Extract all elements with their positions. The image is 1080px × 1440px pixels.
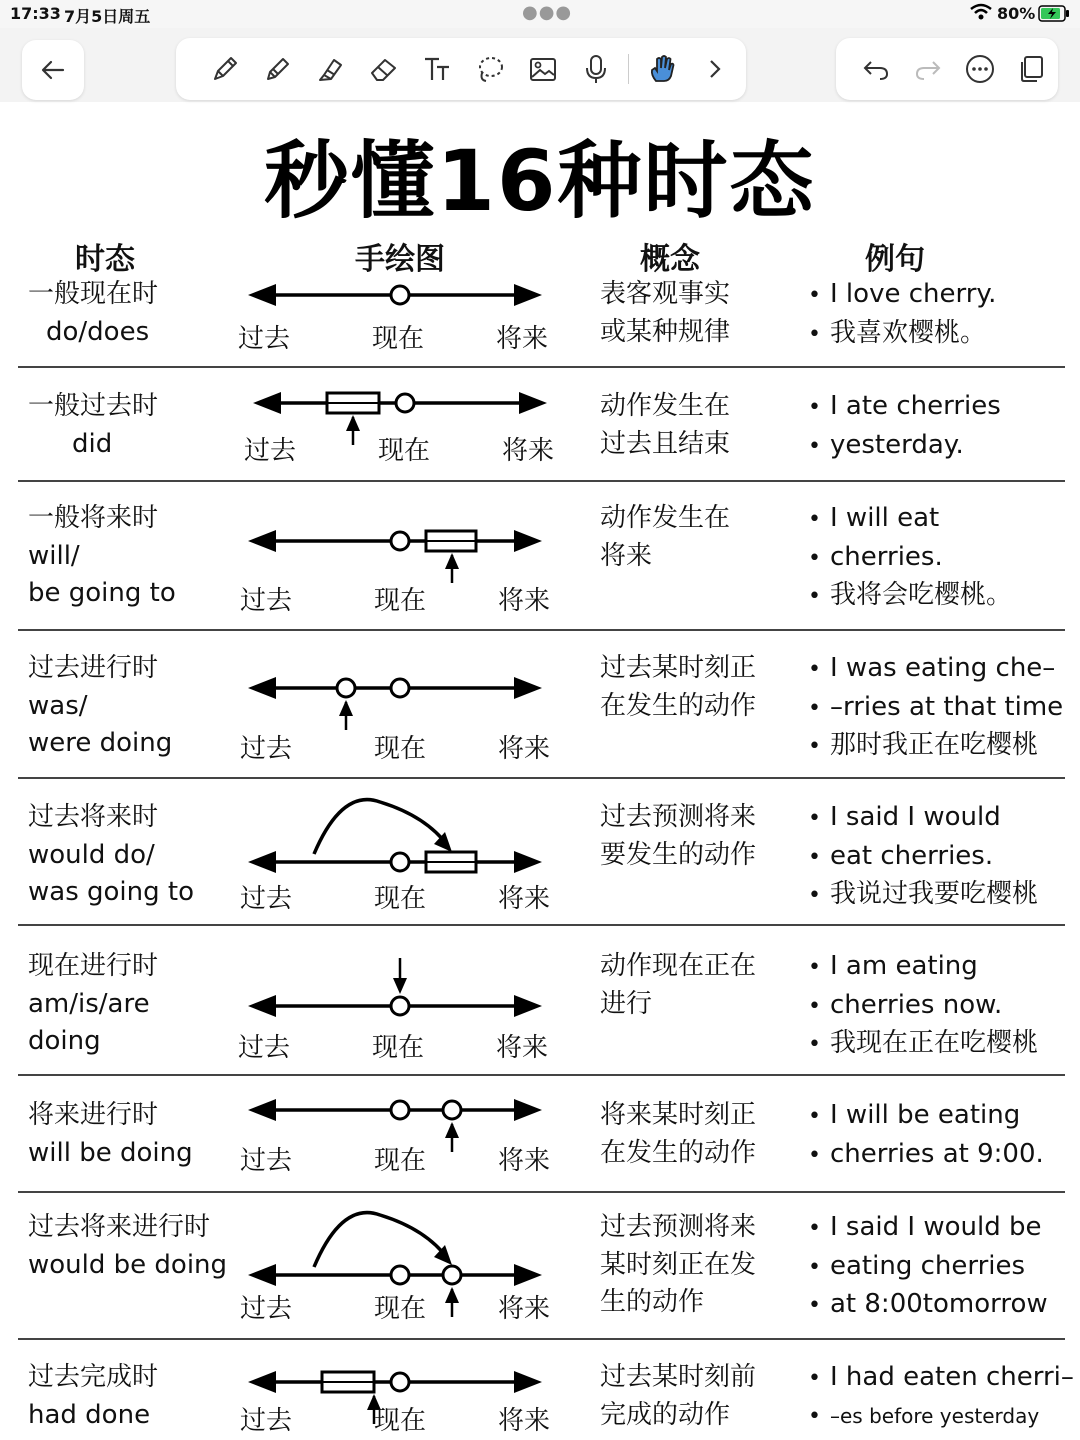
tense-name: 过去完成时 xyxy=(28,1362,159,1392)
tense-name: 一般将来时 xyxy=(28,503,159,533)
timeline-label-past: 过去 xyxy=(244,436,297,466)
example-sentence: • 我现在正在吃樱桃 xyxy=(808,1025,1078,1064)
example-cell xyxy=(808,799,1078,915)
more-tools-button[interactable] xyxy=(688,49,741,89)
concept-text: 完成的动作 xyxy=(600,1399,731,1430)
example-sentence: • I said I would be xyxy=(808,1209,1078,1248)
prediction-curve xyxy=(314,800,448,854)
timeline-label-future: 将来 xyxy=(498,1294,551,1324)
timeline-label-past: 过去 xyxy=(240,734,293,764)
example-sentence: • cherries now. xyxy=(808,987,1078,1026)
concept-text: 将来 xyxy=(600,540,653,571)
example-cell xyxy=(808,388,1078,465)
concept-cell xyxy=(600,388,790,463)
tense-name: will/ xyxy=(28,540,80,571)
tense-name: am/is/are xyxy=(28,988,150,1019)
future-arrowhead-icon xyxy=(519,392,547,414)
pages-icon xyxy=(1016,53,1048,85)
pen-icon xyxy=(209,53,241,85)
highlighter-icon xyxy=(315,53,347,85)
timeline-label-future: 将来 xyxy=(496,324,549,354)
timeline-label-now: 现在 xyxy=(374,884,427,914)
timeline-label-future: 将来 xyxy=(498,734,551,764)
example-sentence: • 我将会吃樱桃。 xyxy=(808,577,1078,616)
tense-name: 过去将来时 xyxy=(28,802,159,832)
concept-text: 动作发生在 xyxy=(600,503,731,533)
pages-button[interactable] xyxy=(1006,49,1058,89)
highlighter-tool-button[interactable] xyxy=(304,49,357,89)
concept-cell xyxy=(600,1209,790,1322)
timeline-label-past: 过去 xyxy=(240,1146,293,1176)
example-sentence: • I said I would xyxy=(808,799,1078,838)
text-tool-button[interactable] xyxy=(410,49,463,89)
example-sentence: • I will eat xyxy=(808,500,1078,539)
tense-cell xyxy=(0,388,230,463)
tense-name: were doing xyxy=(28,728,173,758)
status-bar xyxy=(0,0,1080,28)
more-button[interactable] xyxy=(954,49,1006,89)
example-sentence: • eating cherries xyxy=(808,1248,1078,1287)
up-arrow-icon xyxy=(346,415,360,431)
timeline-label-now: 现在 xyxy=(378,436,431,466)
future-arrowhead-icon xyxy=(514,677,542,699)
future-arrowhead-icon xyxy=(514,530,542,552)
time-point-marker xyxy=(391,286,409,304)
up-arrow-icon xyxy=(339,700,353,716)
example-cell xyxy=(808,1359,1078,1435)
multitask-dots-icon[interactable]: ●●● xyxy=(522,2,573,23)
concept-text: 在发生的动作 xyxy=(600,690,757,721)
header-tense: 时态 xyxy=(75,242,135,277)
concept-text: 表客观事实 xyxy=(600,279,731,309)
concept-text: 过去且结束 xyxy=(600,428,731,459)
concept-cell xyxy=(600,1359,790,1434)
tool-palette xyxy=(176,38,746,100)
timeline-label-future: 将来 xyxy=(502,436,555,466)
timeline-label-now: 现在 xyxy=(372,1033,425,1063)
concept-cell xyxy=(600,276,790,351)
concept-text: 过去某时刻前 xyxy=(600,1362,757,1392)
tense-cell xyxy=(0,1209,230,1284)
future-arrowhead-icon xyxy=(514,1371,542,1393)
header-concept: 概念 xyxy=(640,242,700,277)
timeline-label-past: 过去 xyxy=(238,324,291,354)
concept-text: 过去预测将来 xyxy=(600,802,757,832)
timeline-label-future: 将来 xyxy=(498,1146,551,1176)
example-sentence: • eat cherries. xyxy=(808,838,1078,877)
time-point-marker xyxy=(391,1101,409,1119)
timeline-label-past: 过去 xyxy=(240,1406,293,1436)
time-point-marker xyxy=(443,1101,461,1119)
concept-text: 某时刻正在发 xyxy=(600,1249,757,1280)
eraser-tool-button[interactable] xyxy=(357,49,410,89)
example-sentence: • cherries. xyxy=(808,539,1078,578)
up-arrow-icon xyxy=(445,1122,459,1138)
header-example: 例句 xyxy=(865,242,925,277)
timeline-label-past: 过去 xyxy=(240,1294,293,1324)
tense-cell xyxy=(0,799,230,912)
timeline-label-now: 现在 xyxy=(372,324,425,354)
tense-name: do/does xyxy=(46,316,150,347)
timeline-label-past: 过去 xyxy=(240,884,293,914)
back-arrow-icon xyxy=(38,55,68,85)
timeline-label-now: 现在 xyxy=(374,1294,427,1324)
time-point-marker xyxy=(337,679,355,697)
past-arrowhead-icon xyxy=(248,284,276,306)
lasso-tool-button[interactable] xyxy=(463,49,516,89)
future-arrowhead-icon xyxy=(514,995,542,1017)
example-cell xyxy=(808,1209,1078,1325)
tense-cell xyxy=(0,1359,230,1434)
example-sentence: • at 8:00tomorrow xyxy=(808,1286,1078,1325)
redo-button[interactable] xyxy=(902,49,954,89)
example-sentence: • 那时我正在吃樱桃 xyxy=(808,727,1078,766)
example-sentence: • cherries at 9:00. xyxy=(808,1136,1078,1175)
example-sentence: • I will be eating xyxy=(808,1097,1078,1136)
timeline-label-future: 将来 xyxy=(498,586,551,616)
pencil-tool-button[interactable] xyxy=(251,49,304,89)
redo-icon xyxy=(912,53,944,85)
tense-name: 过去进行时 xyxy=(28,653,159,683)
up-arrow-icon xyxy=(445,1287,459,1303)
timeline-label-now: 现在 xyxy=(374,1406,427,1436)
example-cell xyxy=(808,650,1078,766)
example-cell xyxy=(808,948,1078,1064)
undo-icon xyxy=(860,53,892,85)
tense-name: be going to xyxy=(28,578,176,608)
undo-button[interactable] xyxy=(850,49,902,89)
timeline-label-future: 将来 xyxy=(498,1406,551,1436)
future-arrowhead-icon xyxy=(514,851,542,873)
timeline-label-now: 现在 xyxy=(374,734,427,764)
tense-cell xyxy=(0,1097,230,1172)
chevron-right-icon xyxy=(699,53,731,85)
time-point-marker xyxy=(396,394,414,412)
past-arrowhead-icon xyxy=(248,1099,276,1121)
page-title: 秒懂16种时态 xyxy=(264,132,816,230)
example-cell xyxy=(808,276,1078,353)
tense-name: 将来进行时 xyxy=(28,1100,159,1130)
example-sentence: • 我说过我要吃樱桃 xyxy=(808,876,1078,915)
concept-text: 生的动作 xyxy=(600,1287,705,1317)
past-arrowhead-icon xyxy=(248,1264,276,1286)
battery-percent: 80% xyxy=(997,4,1036,23)
example-sentence: • I had eaten cherri– xyxy=(808,1359,1078,1398)
microphone-icon xyxy=(580,53,612,85)
future-arrowhead-icon xyxy=(514,1264,542,1286)
concept-text: 动作发生在 xyxy=(600,391,731,421)
toolbar-separator xyxy=(628,54,629,84)
concept-cell xyxy=(600,799,790,874)
concept-text: 过去预测将来 xyxy=(600,1212,757,1242)
time-point-marker xyxy=(391,1266,409,1284)
lasso-icon xyxy=(474,53,506,85)
prediction-curve xyxy=(314,1213,448,1267)
more-icon xyxy=(964,53,996,85)
concept-cell xyxy=(600,650,790,725)
example-sentence: • I was eating che– xyxy=(808,650,1078,689)
tense-name: 一般过去时 xyxy=(28,391,159,421)
past-arrowhead-icon xyxy=(248,677,276,699)
row-separator xyxy=(18,777,1065,779)
image-icon xyxy=(527,53,559,85)
timeline-label-future: 将来 xyxy=(496,1033,549,1063)
time-point-marker xyxy=(391,679,409,697)
time-point-marker xyxy=(391,997,409,1015)
pencil-icon xyxy=(262,53,294,85)
concept-text: 进行 xyxy=(600,988,653,1019)
timeline-label-future: 将来 xyxy=(498,884,551,914)
up-arrow-icon xyxy=(445,553,459,569)
tense-cell xyxy=(0,276,230,351)
timeline-label-past: 过去 xyxy=(240,586,293,616)
timeline-label-now: 现在 xyxy=(374,1146,427,1176)
wifi-icon xyxy=(970,3,992,21)
tense-cell xyxy=(0,500,230,613)
example-sentence: • I love cherry. xyxy=(808,276,1078,315)
tense-name: will be doing xyxy=(28,1137,193,1168)
concept-text: 或某种规律 xyxy=(600,316,731,347)
past-arrowhead-icon xyxy=(248,995,276,1017)
example-sentence: • –es before yesterday xyxy=(808,1398,1078,1436)
back-button[interactable] xyxy=(22,40,84,100)
row-separator xyxy=(18,924,1065,926)
tense-name: 一般现在时 xyxy=(28,279,159,309)
concept-cell xyxy=(600,500,790,575)
battery-icon xyxy=(1038,5,1070,22)
tense-name: 现在进行时 xyxy=(28,951,159,981)
concept-text: 将来某时刻正 xyxy=(600,1100,757,1130)
hand-icon xyxy=(646,53,678,85)
tense-name: 过去将来进行时 xyxy=(28,1212,211,1242)
future-arrowhead-icon xyxy=(514,1099,542,1121)
text-icon xyxy=(421,53,453,85)
tense-name: was/ xyxy=(28,690,88,721)
tense-cell xyxy=(0,948,230,1061)
tense-cell xyxy=(0,650,230,763)
tense-name: would be doing xyxy=(28,1249,228,1280)
example-sentence: • 我喜欢樱桃。 xyxy=(808,315,1078,354)
past-arrowhead-icon xyxy=(248,1371,276,1393)
timeline-diagram xyxy=(230,618,570,738)
status-time: 17:33 xyxy=(10,4,61,23)
microphone-tool-button[interactable] xyxy=(569,49,622,89)
status-date: 7月5日周五 xyxy=(64,7,151,26)
concept-text: 要发生的动作 xyxy=(600,839,757,870)
example-sentence: • –rries at that time xyxy=(808,689,1078,728)
concept-cell xyxy=(600,1097,790,1172)
timeline-diagram xyxy=(230,471,570,591)
tense-name: did xyxy=(72,428,113,459)
concept-cell xyxy=(600,948,790,1023)
concept-text: 在发生的动作 xyxy=(600,1137,757,1168)
concept-text: 动作现在正在 xyxy=(600,951,757,981)
action-bar xyxy=(836,38,1058,100)
timeline-label-past: 过去 xyxy=(238,1033,291,1063)
example-sentence: • I ate cherries xyxy=(808,388,1078,427)
past-arrowhead-icon xyxy=(253,392,281,414)
down-arrow-icon xyxy=(393,978,407,994)
past-arrowhead-icon xyxy=(248,851,276,873)
timeline-label-now: 现在 xyxy=(374,586,427,616)
tense-name: was going to xyxy=(28,877,194,907)
example-cell xyxy=(808,1097,1078,1174)
tense-name: doing xyxy=(28,1026,101,1056)
time-point-marker xyxy=(391,1373,409,1391)
example-sentence: • I am eating xyxy=(808,948,1078,987)
row-separator xyxy=(18,1191,1065,1193)
eraser-icon xyxy=(368,53,400,85)
header-diagram: 手绘图 xyxy=(355,242,445,277)
time-point-marker xyxy=(443,1266,461,1284)
future-arrowhead-icon xyxy=(514,284,542,306)
example-cell xyxy=(808,500,1078,616)
tense-name: would do/ xyxy=(28,839,155,870)
concept-text: 过去某时刻正 xyxy=(600,653,757,683)
hand-tool-button[interactable] xyxy=(635,49,688,89)
example-sentence: • yesterday. xyxy=(808,427,1078,466)
tense-name: had done xyxy=(28,1399,151,1430)
image-tool-button[interactable] xyxy=(516,49,569,89)
time-point-marker xyxy=(391,853,409,871)
pen-tool-button[interactable] xyxy=(198,49,251,89)
time-point-marker xyxy=(391,532,409,550)
past-arrowhead-icon xyxy=(248,530,276,552)
